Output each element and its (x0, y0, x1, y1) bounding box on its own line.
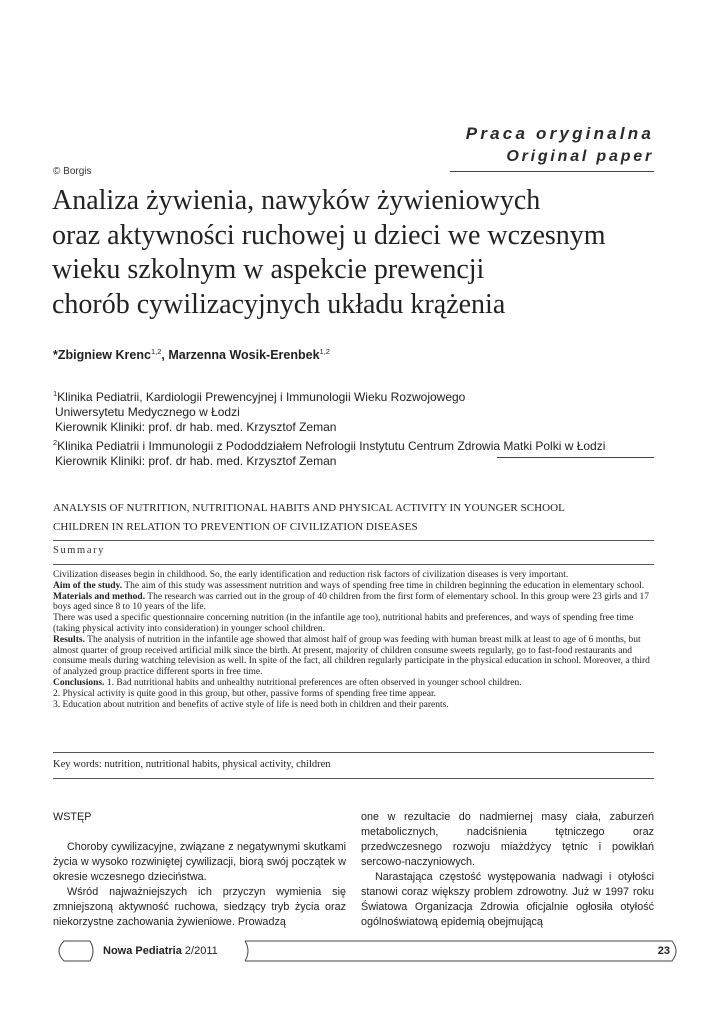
summary-aim: Aim of the study. The aim of this study was assessment nutrition and ways of spending free time in children beginning the education in elementary school. (53, 580, 645, 591)
affiliation-superscript: 2 (53, 438, 58, 447)
keywords-top-rule (53, 752, 654, 753)
author-superscript: 1,2 (150, 347, 162, 356)
author-list: *Zbigniew Krenc$^{1,2}$, Marzenna Wosik-Erenbek$^{1,2}$ (53, 347, 330, 363)
affiliation-head: Kierownik Kliniki: prof. dr hab. med. Krzysztof Zeman (55, 420, 337, 434)
body-column-left (53, 810, 346, 930)
summary-conclusion-2: 2. Physical activity is quite good in this group, but other, passive forms of spending free time appear. (53, 688, 436, 699)
body-paragraph: one w rezultacie do nadmiernej masy ciała, zaburzeń metabolicznych, nadciśnienia tętniczego oraz przedwczesnego rozwoju miażdżycy tętnic i powikłań sercowo-naczyniowych. (361, 811, 654, 868)
journal-issue: 2/2011 (181, 945, 218, 957)
summary-conclusion-1: Conclusions. 1. Bad nutritional habits and unhealthy nutritional preferences are often observed in younger school children. (53, 677, 522, 688)
affiliation-line: $^1$Klinika Pediatrii, Kardiologii Prewencyjnej i Immunologii Wieku Rozwojowego (53, 389, 466, 404)
keywords: Key words: nutrition, nutritional habits, physical activity, children (53, 759, 331, 770)
header-divider (450, 171, 654, 172)
article-type-english: Original paper (506, 148, 654, 165)
summary-heading-rule (53, 564, 654, 565)
affiliation-superscript: 1 (53, 389, 58, 398)
affiliation-divider (497, 457, 654, 458)
affiliation-head: Kierownik Kliniki: prof. dr hab. med. Krzysztof Zeman (55, 454, 337, 468)
author-name: Marzenna Wosik-Erenbek (168, 348, 320, 363)
affiliation-line: Uniwersytetu Medycznego w Łodzi (55, 405, 240, 419)
article-type-polish: Praca oryginalna (465, 124, 654, 143)
copyright-notice: © Borgis (53, 166, 92, 177)
english-title (53, 499, 653, 537)
author-name: *Zbigniew Krenc (53, 348, 151, 363)
english-title-line: ANALYSIS OF NUTRITION, NUTRITIONAL HABITS AND PHYSICAL ACTIVITY IN YOUNGER SCHOOL (53, 502, 565, 514)
article-title (52, 184, 682, 322)
section-heading: WSTĘP (53, 811, 92, 823)
body-paragraph: Narastająca częstość występowania nadwagi i otyłości stanowi coraz większy problem zdrowotny. Już w 1997 roku Światowa Organizacja Zdrowia oficjalnie ogłosiła otyłość ogólnoświatową epidemią obejmującą (361, 871, 654, 928)
body-column-right (361, 810, 654, 930)
summary-body (53, 570, 657, 710)
summary-methods-2: There was used a specific questionnaire concerning nutrition (in the infantile age too), nutritional habits and preferences, and ways of spending free time (taking physical activity into consideration) in younger school children. (53, 613, 634, 634)
summary-conclusion-3: 3. Education about nutrition and benefits of active style of life is need both in children and their parents. (53, 699, 449, 710)
title-line: oraz aktywności ruchowej u dzieci we wczesnym (52, 219, 606, 251)
title-line: Analiza żywienia, nawyków żywieniowych (52, 185, 541, 216)
body-paragraph: Wśród najważniejszych ich przyczyn wymienia się zmniejszoną aktywność ruchowa, siedzący tryb życia oraz niekorzystne zachowania żywieniowe. Prowadzą (53, 886, 346, 928)
title-line: wieku szkolnym w aspekcie prewencji (52, 254, 485, 285)
journal-reference (103, 945, 218, 957)
keywords-bottom-rule (53, 778, 654, 779)
affiliation-line: $^2$Klinika Pediatrii i Immunologii z Pododdziałem Nefrologii Instytutu Centrum Zdrowia Matki Polki w Łodzi (53, 438, 606, 453)
english-title-line: CHILDREN IN RELATION TO PREVENTION OF CIVILIZATION DISEASES (53, 521, 418, 533)
summary-methods: Materials and method. The research was carried out in the group of 40 children from the first form of elementary school. In this group were 23 girls and 17 boys aged since 8 to 10 years of the life. (53, 591, 650, 613)
summary-top-rule (53, 540, 654, 541)
body-paragraph: Choroby cywilizacyjne, związane z negatywnymi skutkami życia w wysoko rozwiniętej cywilizacji, biorą swój początek w okresie wczesnego dzieciństwa. (53, 841, 346, 883)
journal-name: Nowa Pediatria (103, 945, 182, 957)
page-number: 23 (657, 945, 670, 957)
summary-results: Results. The analysis of nutrition in the infantile age showed that almost half of group was feeding with human breast milk at least to age of 6 months, but almost quarter of group received artificial milk since the birth. At present, majority of children consume sweets regularly, go to fast-food restaurants and consume meals during watching television as well. In spite of the fact, all children regularly participate in the physical education in school. Moreover, a third of analyzed group practice different sports in free time. (53, 634, 650, 678)
author-superscript: 1,2 (319, 347, 330, 356)
summary-heading: Summary (53, 545, 106, 556)
summary-intro: Civilization diseases begin in childhood. So, the early identification and reduction risk factors of civilization diseases is very important. (53, 570, 569, 580)
title-line: chorób cywilizacyjnych układu krążenia (52, 288, 506, 320)
